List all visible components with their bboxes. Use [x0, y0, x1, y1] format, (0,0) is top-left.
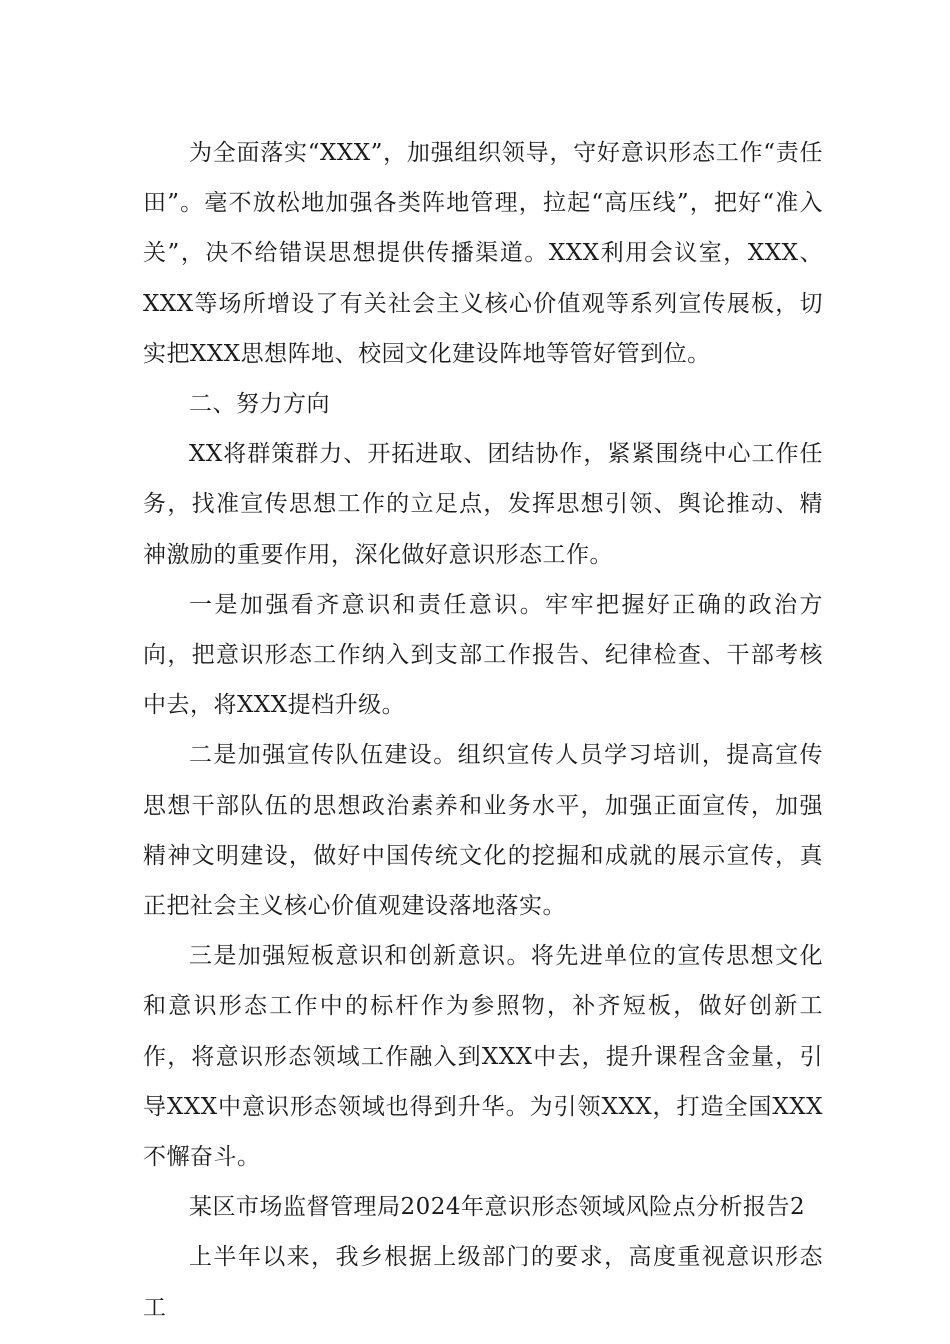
paragraph-point-one: 一是加强看齐意识和责任意识。牢牢把握好正确的政治方向，把意识形态工作纳入到支部工作报告、纪律检查、干部考核中去，将XXX提档升级。: [143, 591, 823, 719]
paragraph-point-two: 二是加强宣传队伍建设。组织宣传人员学习培训，提高宣传思想干部队伍的思想政治素养和业务水平，加强正面宣传，加强精神文明建设，做好中国传统文化的挖掘和成就的展示宣传，真正把社会主义核心价值观建设落地落实。: [143, 742, 823, 920]
document-body: [143, 128, 823, 1333]
paragraph-report-2-opening: 上半年以来，我乡根据上级部门的要求，高度重视意识形态工: [143, 1244, 823, 1321]
paragraph-direction-intro: XX将群策群力、开拓进取、团结协作，紧紧围绕中心工作任务，找准宣传思想工作的立足点，发挥思想引领、舆论推动、精神激励的重要作用，深化做好意识形态工作。: [143, 441, 823, 568]
paragraph-point-three: 三是加强短板意识和创新意识。将先进单位的宣传思想文化和意识形态工作中的标杆作为参照物，补齐短板，做好创新工作，将意识形态领域工作融入到XXX中去，提升课程含金量，引导XXX中意识形态领域也得到升华。为引领XXX，打造全国XXX不懈奋斗。: [143, 943, 823, 1171]
paragraph-position-building: 为全面落实“XXX”，加强组织领导，守好意识形态工作“责任田”。毫不放松地加强各类阵地管理，拉起“高压线”，把好“准入关”，决不给错误思想提供传播渠道。XXX利用会议室，XXX、XXX等场所增设了有关社会主义核心价值观等系列宣传展板，切实把XXX思想阵地、校园文化建设阵地等管好管到位。: [143, 140, 823, 367]
report-title-2: 某区市场监督管理局2024年意识形态领域风险点分析报告2: [189, 1194, 806, 1221]
section-heading-direction: 二、努力方向: [189, 391, 330, 418]
